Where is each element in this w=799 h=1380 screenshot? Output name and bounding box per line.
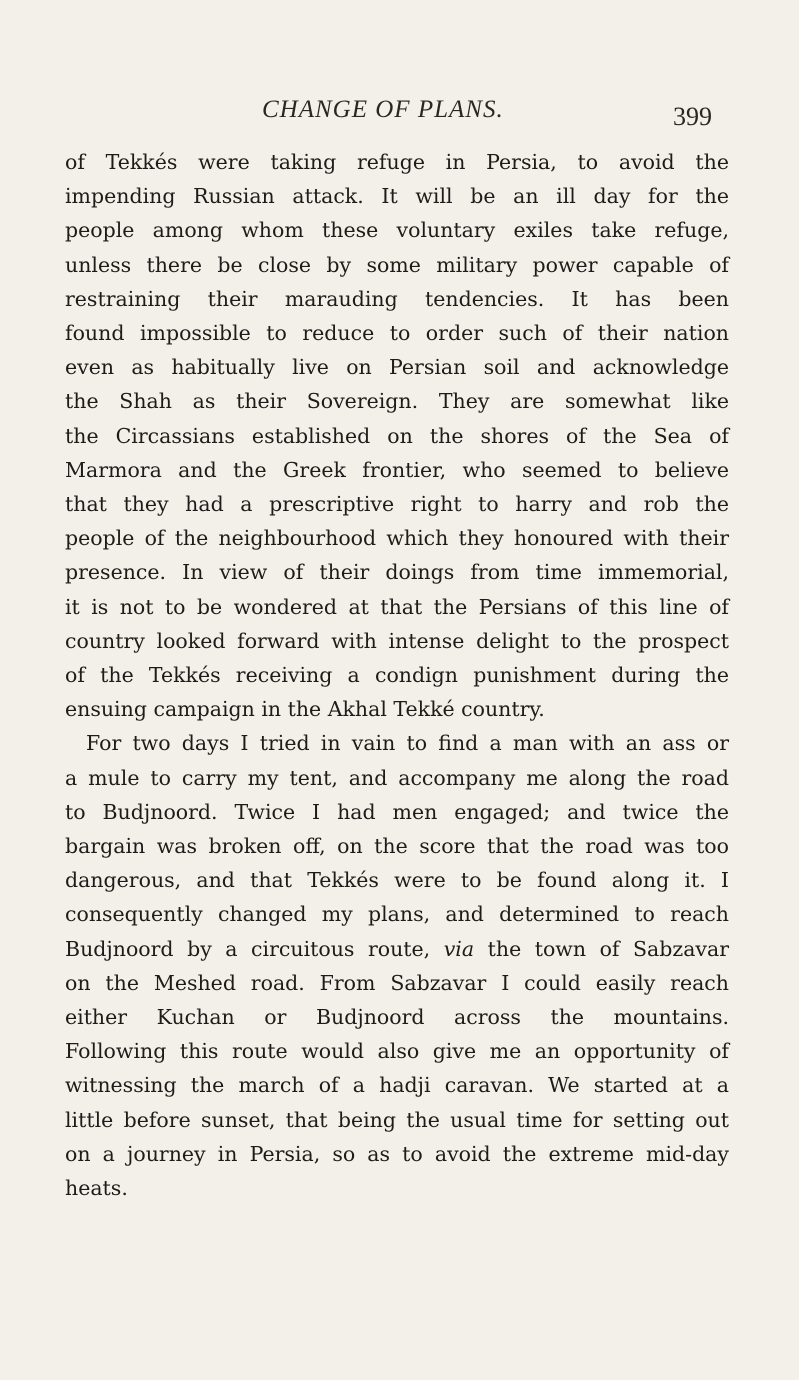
- text-line: consequently changed my plans, and determined to reach: [65, 902, 729, 927]
- text-line-with-italic: [65, 932, 729, 966]
- italic-word: via: [443, 936, 475, 961]
- text-line: dangerous, and that Tekkés were to be found along it. I: [65, 868, 729, 893]
- page-number: 399: [673, 102, 712, 131]
- text-segment: Budjnoord by a circuitous route,: [65, 936, 431, 961]
- text-line: on the Meshed road. From Sabzavar I could easily reach: [65, 970, 729, 995]
- text-line: ensuing campaign in the Akhal Tekké country.: [65, 697, 545, 722]
- text-line: presence. In view of their doings from time immemorial,: [65, 560, 729, 585]
- text-line: even as habitually live on Persian soil and acknowledge: [65, 355, 729, 380]
- text-line: it is not to be wondered at that the Persians of this line of: [65, 594, 729, 619]
- text-line: found impossible to reduce to order such of their nation: [65, 321, 729, 346]
- text-line: the Circassians established on the shores of the Sea of: [65, 423, 729, 448]
- text-line: impending Russian attack. It will be an ill day for the: [65, 184, 729, 209]
- text-line: Marmora and the Greek frontier, who seemed to believe: [65, 457, 729, 482]
- text-line: witnessing the march of a hadji caravan. We started at a: [65, 1073, 729, 1098]
- text-line: either Kuchan or Budjnoord across the mountains.: [65, 1005, 729, 1030]
- text-line: unless there be close by some military power capable of: [65, 252, 729, 277]
- text-line: to Budjnoord. Twice I had men engaged; and twice the: [65, 799, 729, 824]
- text-segment: the town of Sabzavar: [487, 936, 730, 961]
- text-line: restraining their marauding tendencies. It has been: [65, 286, 729, 311]
- text-line: country looked forward with intense delight to the prospect: [65, 628, 729, 653]
- text-line: a mule to carry my tent, and accompany me along the road: [65, 765, 729, 790]
- paragraph-1: [65, 145, 729, 726]
- text-line: Following this route would also give me an opportunity of: [65, 1039, 729, 1064]
- text-line: people among whom these voluntary exiles take refuge,: [65, 218, 729, 243]
- paragraph-2: [65, 726, 729, 1205]
- text-line: that they had a prescriptive right to harry and rob the: [65, 492, 729, 517]
- text-line: little before sunset, that being the usual time for setting out: [65, 1107, 729, 1132]
- body-text: [65, 145, 729, 1205]
- text-line: heats.: [65, 1176, 128, 1201]
- text-line: bargain was broken off, on the score that the road was too: [65, 834, 729, 859]
- text-line: the Shah as their Sovereign. They are somewhat like: [65, 389, 729, 414]
- text-line: people of the neighbourhood which they honoured with their: [65, 526, 729, 551]
- text-line: For two days I tried in vain to find a man with an ass or: [86, 731, 729, 756]
- text-line: of Tekkés were taking refuge in Persia, to avoid the: [65, 150, 729, 174]
- text-line: of the Tekkés receiving a condign punishment during the: [65, 663, 729, 688]
- text-line: on a journey in Persia, so as to avoid the extreme mid-day: [65, 1141, 729, 1166]
- running-head: CHANGE OF PLANS.: [262, 96, 504, 123]
